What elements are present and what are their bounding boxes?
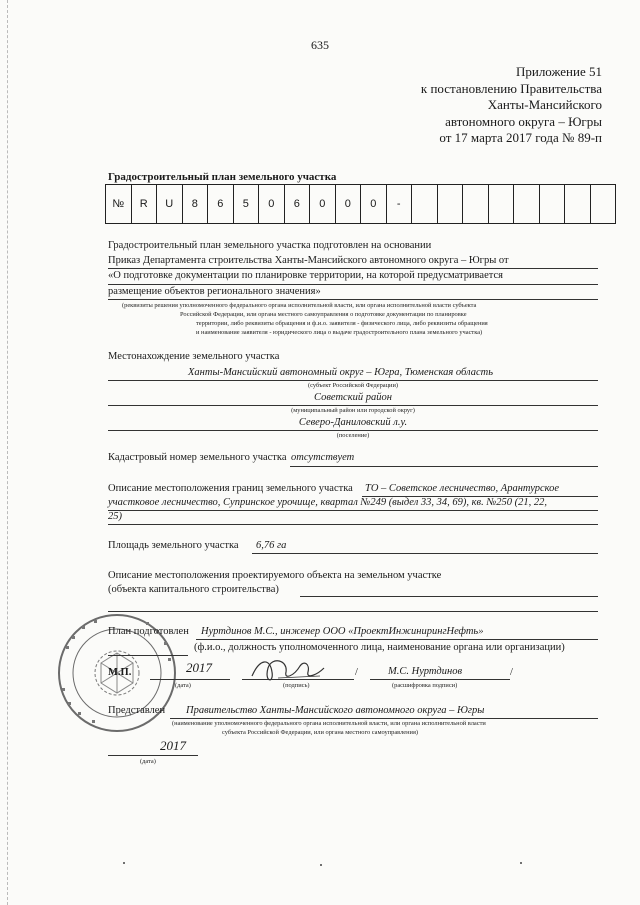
appendix-header [421,64,602,147]
location-settlement-caption: (поселение) [336,432,370,439]
number-cell: 0 [310,185,336,224]
basis-caption: (реквизиты решения уполномоченного федерального органа исполнительной власти, или органа исполнительной власти субъекта [122,302,477,309]
object-label: (объекта капитального строительства) [108,584,279,595]
location-settlement-value: Северо-Даниловский л.у. [298,417,408,428]
basis-line: «О подготовке документации по планировке территории, на которой предусматривается [108,270,503,281]
prepared-value: Нуртдинов М.С., инженер ООО «ПроектИнжинирингНефть» [201,626,484,637]
boundaries-value: ТО – Советское лесничество, Арантурское [365,483,560,494]
prepared-name-value: М.С. Нуртдинов [388,666,463,677]
number-cell [463,185,489,224]
number-cell [514,185,540,224]
location-district-caption: (муниципальный район или городской округ) [291,407,415,414]
seal-mark: М.П. [108,667,132,678]
number-cell: 0 [361,185,387,224]
page-number: 635 [311,38,329,52]
basis-line: размещение объектов регионального значения» [108,286,321,297]
plan-number-table [105,184,616,224]
number-cell: 6 [284,185,310,224]
boundaries-value: участковое лесничество, Супринское урочище, квартал №249 (выдел 33, 34, 69), кв. №250 (21, 22, [108,497,548,508]
boundaries-value: 25) [108,511,122,522]
basis-line: Градостроительный план земельного участка подготовлен на основании [108,240,432,251]
prepared-date-value: 2017 [186,660,212,675]
cadastral-value: отсутствует [291,452,355,463]
number-cell: - [386,185,412,224]
number-cell: R [131,185,157,224]
scan-speck [520,862,522,864]
number-cell [412,185,438,224]
number-cell: U [157,185,183,224]
number-cell [539,185,565,224]
object-label: Описание местоположения проектируемого объекта на земельном участке [108,570,442,581]
submitted-value: Правительство Ханты-Мансийского автономного округа – Югры [186,705,485,716]
prepared-caption: (ф.и.о., должность уполномоченного лица, наименование органа или организации) [194,642,565,653]
location-subject-value: Ханты-Мансийский автономный округ – Югра, Тюменская область [188,367,493,378]
appendix-line: от 17 марта 2017 года № 89-п [439,130,602,145]
submitted-caption: (наименование уполномоченного федерального органа исполнительной власти, или органа исполнительной власти [172,720,486,727]
submitted-date-value: 2017 [160,738,186,753]
scan-speck [123,862,125,864]
document-title: Градостроительный план земельного участка [108,171,337,183]
number-sign-cell: № [106,185,132,224]
number-cell: 0 [335,185,361,224]
scan-speck [320,864,322,866]
appendix-line: автономного округа – Югры [445,113,602,129]
submitted-date-caption: (дата) [140,758,156,765]
location-district-value: Советский район [314,392,392,403]
boundaries-label: Описание местоположения границ земельного участка [108,483,353,494]
area-label: Площадь земельного участка [108,540,239,551]
number-cell: 5 [233,185,259,224]
number-cell: 8 [182,185,208,224]
appendix-line: к постановлению Правительства [420,80,602,96]
prepared-sign-caption: (подпись) [283,682,310,689]
cadastral-label: Кадастровый номер земельного участка [108,452,287,463]
number-cell [590,185,616,224]
location-subject-caption: (субъект Российской Федерации) [307,382,399,389]
submitted-label: Представлен [108,705,166,716]
basis-caption: и наименование заявителя - юридического лица о выдаче градостроительного плана земельного участка) [196,329,483,336]
basis-line: Приказ Департамента строительства Ханты-Мансийского автономного округа – Югры от [108,255,509,266]
number-cell: 6 [208,185,234,224]
appendix-line: Ханты-Мансийского [487,97,602,112]
page-margin-line [7,0,8,905]
area-value: 6,76 га [256,540,287,551]
number-cell: 0 [259,185,285,224]
number-cell [565,185,591,224]
submitted-caption: субъекта Российской Федерации, или органа местного самоуправления) [222,729,419,736]
appendix-line: Приложение 51 [515,64,602,79]
location-label: Местонахождение земельного участка [108,351,280,362]
basis-caption: территории, либо реквизиты обращения и ф.и.о. заявителя - физического лица, либо реквизиты обращения [196,320,488,327]
basis-caption: Российской Федерации, или органа местного самоуправления о подготовке документации по планировке [180,311,467,318]
number-cell [437,185,463,224]
number-cell [488,185,514,224]
prepared-name-caption: (расшифровка подписи) [392,682,458,689]
prepared-label: План подготовлен [108,626,189,637]
prepared-date-caption: (дата) [175,682,191,689]
